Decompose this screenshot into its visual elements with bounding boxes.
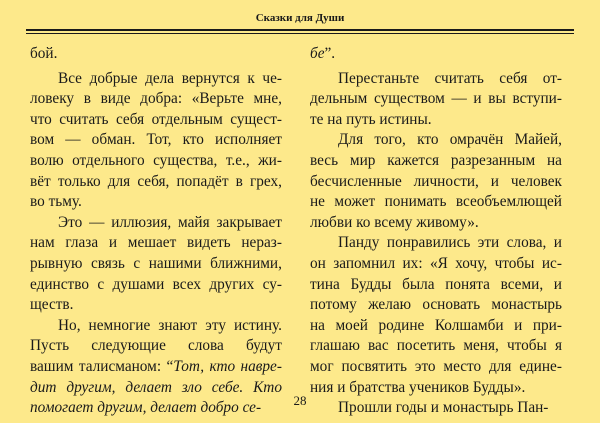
text-word: от- <box>542 69 562 87</box>
text-word: существа, <box>153 151 218 169</box>
text-word: глаза <box>65 234 99 252</box>
text-word: иллюзия, <box>111 213 172 231</box>
text-word: нам <box>30 234 55 252</box>
text-word: тина <box>310 275 340 293</box>
text-word: любви ко всему живому». <box>310 213 479 231</box>
text-word: че- <box>262 69 282 87</box>
text-word: Прошли годы и монастырь Пан- <box>338 399 549 417</box>
text-word: сущест- <box>230 110 282 128</box>
text-word: понимать <box>384 193 447 211</box>
text-word: считать <box>59 110 109 128</box>
text-word: ис- <box>541 254 562 272</box>
text-word: Колшамби <box>434 316 504 334</box>
text-word: всех <box>172 275 201 293</box>
text-word: основать <box>422 296 481 314</box>
text-word: посетить <box>396 337 456 355</box>
text-word: для <box>489 357 512 375</box>
text-word: Все <box>58 69 82 87</box>
text-word: ближними, <box>210 254 282 272</box>
text-word: и <box>514 316 523 334</box>
text-line <box>30 213 282 234</box>
text-line <box>30 254 282 275</box>
text-word: ния и братства учеников Будды». <box>310 378 526 396</box>
text-line <box>310 254 562 275</box>
text-word: “Тот, <box>166 357 205 375</box>
text-word: бой. <box>30 45 58 62</box>
text-line <box>310 151 562 172</box>
text-word: вас <box>368 337 389 355</box>
text-word: помогает <box>30 399 94 417</box>
text-word: вашим <box>30 357 74 375</box>
text-word: Будды <box>350 275 392 293</box>
text-line <box>30 275 282 296</box>
text-word: в <box>83 90 91 108</box>
text-line <box>310 44 562 65</box>
text-word: зло <box>181 378 202 396</box>
text-word: с <box>133 254 141 272</box>
text-word: кто <box>417 131 439 149</box>
text-word: желаю <box>368 296 412 314</box>
text-line <box>30 357 282 378</box>
text-word: чтобы <box>506 337 547 355</box>
text-line <box>310 316 562 337</box>
text-word: немногие <box>88 316 151 334</box>
text-word: талисманом: <box>78 357 162 375</box>
text-word: те на путь истины. <box>310 110 432 128</box>
text-word: добра: <box>140 90 183 108</box>
text-word: вернутся <box>181 69 240 87</box>
text-word: Перестаньте <box>338 69 420 87</box>
text-word: я <box>554 337 562 355</box>
text-word: душами <box>112 275 165 293</box>
text-word: отдельного <box>72 151 145 169</box>
text-word: только <box>57 172 101 190</box>
text-word: ловеку <box>30 90 75 108</box>
text-word: весь <box>310 151 339 169</box>
text-line <box>30 69 282 90</box>
text-word: виде <box>100 90 131 108</box>
text-word: себе. <box>211 378 244 396</box>
text-word: слова <box>187 337 224 355</box>
text-word: что <box>30 110 52 128</box>
text-word: не <box>310 193 325 211</box>
text-word: для <box>107 172 131 190</box>
text-word: их: <box>402 254 423 272</box>
text-word: Но, <box>58 316 81 334</box>
text-word: считать <box>434 69 484 87</box>
text-word: это <box>414 357 436 375</box>
text-word: волю <box>30 151 64 169</box>
text-word: меня, <box>463 337 499 355</box>
text-word: другим, <box>97 399 147 417</box>
text-line <box>310 295 562 316</box>
text-line <box>30 151 282 172</box>
text-line <box>310 336 562 357</box>
text-word: дит <box>30 378 57 396</box>
text-line <box>310 69 562 90</box>
text-line <box>30 44 282 65</box>
text-word: видеть <box>187 234 231 252</box>
text-word: мир <box>349 151 376 169</box>
text-word: во тьму. <box>30 193 82 211</box>
text-line <box>310 110 562 131</box>
text-word: т.е., <box>225 151 250 169</box>
text-word: хочу, <box>455 254 488 272</box>
text-line <box>30 316 282 337</box>
text-word: исполняет <box>215 131 282 149</box>
text-word: личности, <box>413 172 479 190</box>
text-word: мне, <box>253 90 282 108</box>
text-word: к <box>247 69 255 87</box>
text-word: себя <box>115 110 145 128</box>
text-word: Для <box>338 131 364 149</box>
text-line <box>30 295 282 316</box>
text-word: Кто <box>253 378 282 396</box>
text-word: вёт <box>30 172 51 190</box>
text-run <box>310 45 335 62</box>
text-word: рывную <box>30 254 83 272</box>
text-word: слова, <box>506 234 547 252</box>
text-word: другим, <box>66 378 116 396</box>
text-word: может <box>334 193 376 211</box>
text-word: место <box>443 357 482 375</box>
text-word: мешает <box>127 234 177 252</box>
text-word: ществ. <box>30 296 74 314</box>
text-word: вы <box>488 90 506 108</box>
text-word: обман. <box>91 131 136 149</box>
text-word: понята <box>445 275 490 293</box>
text-word: запомнил <box>333 254 396 272</box>
text-word: связь <box>90 254 125 272</box>
text-line <box>30 336 282 357</box>
text-word: майя <box>178 213 210 231</box>
header-rule-thick <box>26 29 574 31</box>
text-word: он <box>310 254 326 272</box>
text-word: дела <box>145 69 175 87</box>
text-word: моей <box>335 316 368 334</box>
text-word: навре- <box>240 357 282 375</box>
text-word: и <box>108 234 118 252</box>
text-word: глашаю <box>310 337 360 355</box>
text-word: разрезанным <box>450 151 536 169</box>
text-word: чтобы <box>494 254 535 272</box>
text-word: посвятить <box>341 357 408 375</box>
text-line <box>30 172 282 193</box>
text-word: добрые <box>89 69 138 87</box>
text-word: кажется <box>387 151 440 169</box>
text-word: вступи- <box>512 90 562 108</box>
text-word: вом <box>30 131 55 149</box>
text-word: того, <box>374 131 406 149</box>
text-word: се- <box>242 399 262 417</box>
text-word: эту <box>205 316 226 334</box>
text-word: всеобъемлющей <box>455 193 562 211</box>
text-line <box>310 213 562 234</box>
text-word: нераз- <box>241 234 282 252</box>
text-word: на <box>310 316 325 334</box>
text-word: Тот, <box>146 131 172 149</box>
text-word: мог <box>310 357 334 375</box>
text-word: закрывает <box>216 213 282 231</box>
text-word: понравились <box>386 234 471 252</box>
text-word: добро <box>200 399 239 417</box>
text-line <box>310 192 562 213</box>
text-word: делает <box>125 378 172 396</box>
text-word: знают <box>158 316 198 334</box>
text-word: единство <box>30 275 89 293</box>
text-word: су- <box>262 275 282 293</box>
text-word: следующие <box>91 337 166 355</box>
text-word: бе”. <box>310 45 336 62</box>
text-word: себя <box>499 69 528 87</box>
text-word: родине <box>378 316 425 334</box>
text-word: с <box>97 275 105 293</box>
text-word: существом <box>373 90 445 108</box>
text-line <box>310 357 562 378</box>
text-word: дельным <box>310 90 368 108</box>
text-line <box>310 275 562 296</box>
text-word: бесчисленные <box>310 172 402 190</box>
text-word: и <box>490 172 499 190</box>
text-line <box>310 172 562 193</box>
text-word: потому <box>310 296 357 314</box>
text-word: кто <box>182 131 204 149</box>
text-word: грех, <box>250 172 282 190</box>
left-text-column <box>30 44 282 419</box>
text-word: попадёт <box>176 172 229 190</box>
text-word: человек <box>510 172 562 190</box>
text-word: и <box>473 90 482 108</box>
text-word: Пусть <box>30 337 70 355</box>
text-word: отдельным <box>151 110 223 128</box>
text-word: Панду <box>338 234 380 252</box>
text-line <box>30 89 282 110</box>
text-word: Это <box>58 213 83 231</box>
text-word: всеми, <box>500 275 544 293</box>
text-word: и <box>553 234 562 252</box>
text-line <box>30 233 282 254</box>
text-word: на <box>546 151 562 169</box>
text-word: будут <box>245 337 282 355</box>
text-word: эти <box>477 234 500 252</box>
text-word: едине- <box>519 357 562 375</box>
text-line <box>30 130 282 151</box>
text-word: омрачён <box>449 131 504 149</box>
text-word: делает <box>150 399 197 417</box>
text-word: «Я <box>429 254 448 272</box>
text-line <box>310 233 562 254</box>
text-word: истину. <box>233 316 282 334</box>
text-word: при- <box>532 316 562 334</box>
text-word: — <box>451 90 467 108</box>
text-word: и <box>553 275 562 293</box>
text-line <box>30 192 282 213</box>
text-word: была <box>402 275 435 293</box>
text-line <box>30 110 282 131</box>
header-rule-thin <box>26 33 574 34</box>
text-word: монастырь <box>491 296 562 314</box>
right-text-column <box>310 44 562 419</box>
text-line <box>310 130 562 151</box>
text-word: кто <box>209 357 236 375</box>
book-title: Сказки для Души <box>255 12 345 24</box>
text-word: себя, <box>137 172 170 190</box>
text-word: в <box>235 172 243 190</box>
text-word: нашими <box>148 254 202 272</box>
text-word: — <box>65 131 81 149</box>
page-number: 28 <box>293 393 307 408</box>
text-word: Майей, <box>514 131 562 149</box>
text-line <box>310 89 562 110</box>
text-word: других <box>209 275 255 293</box>
text-word: — <box>89 213 105 231</box>
text-word: жи- <box>258 151 282 169</box>
text-word: «Верьте <box>191 90 244 108</box>
